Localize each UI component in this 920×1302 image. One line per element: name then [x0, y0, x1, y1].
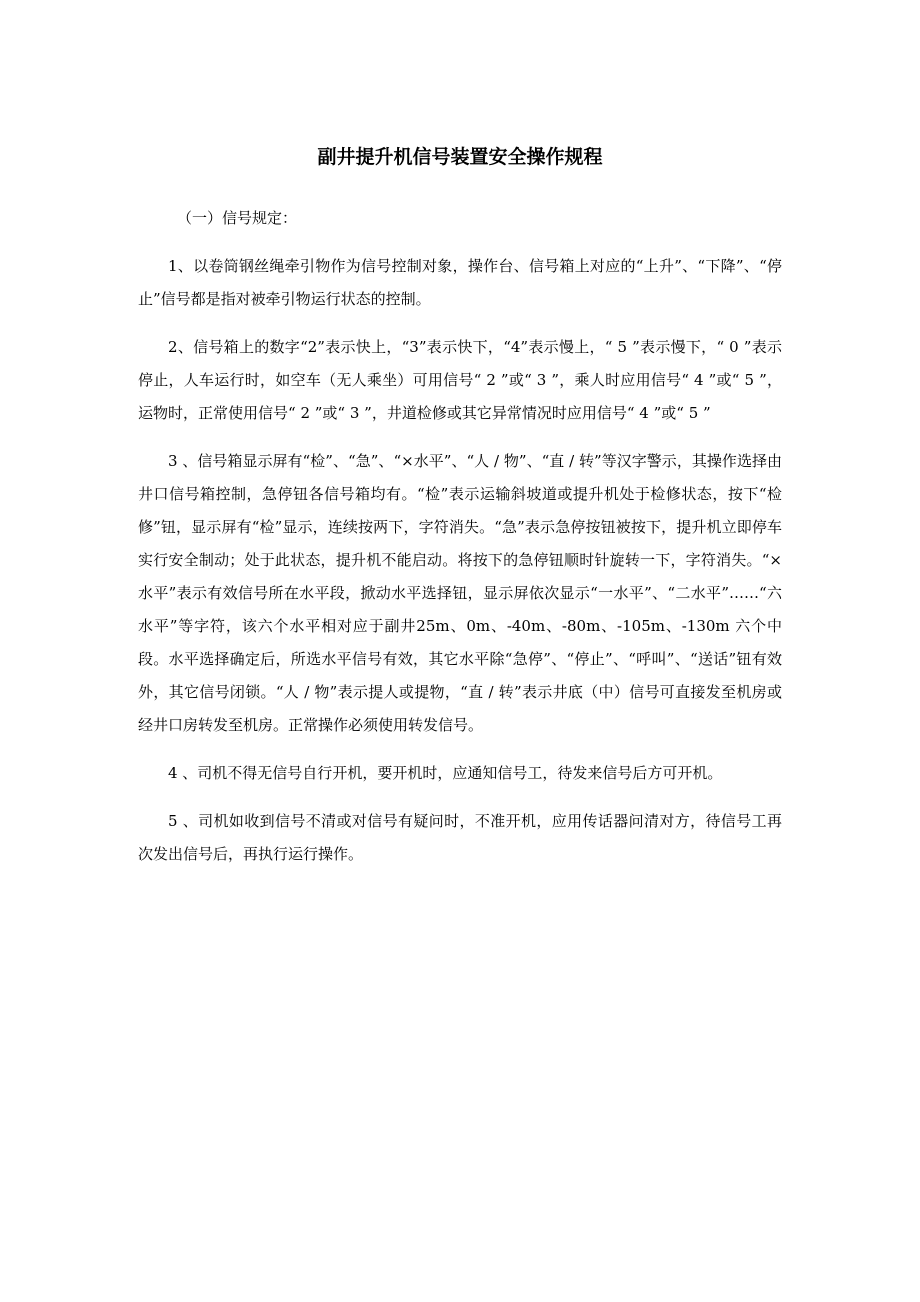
section-heading: （一）信号规定：: [177, 209, 298, 227]
paragraph-4: 4 、司机不得无信号自行开机，要开机时，应通知信号工，待发来信号后方可开机。: [168, 764, 723, 782]
paragraph-2: 2、信号箱上的数字“2”表示快上，“3”表示快下，“4”表示慢上，“ 5 ”表示慢下，“ 0 ”表示停止，人车运行时，如空车（无人乘坐）可用信号“ 2 ”或“ 3 ”，乘人时应用信号“ 4 ”或“ 5 ”，运物时，正常使用信号“ 2 ”或“ 3 ”，井道检修或其它异常情况时应用信号“ 4 ”或“ 5 ”: [138, 338, 782, 422]
paragraph-3: 3 、信号箱显示屏有“检”、“急”、“×水平”、“人 / 物”、“直 / 转”等汉字警示，其操作选择由井口信号箱控制，急停钮各信号箱均有。“检”表示运输斜坡道或提升机处于检修状态，按下“检修”钮，显示屏有“检”显示，连续按两下，字符消失。“急”表示急停按钮被按下，提升机立即停车实行安全制动；处于此状态，提升机不能启动。将按下的急停钮顺时针旋转一下，字符消失。“×水平”表示有效信号所在水平段，掀动水平选择钮，显示屏依次显示“一水平”、“二水平”……“六水平”等字符，该六个水平相对应于副井25m、0m、-40m、-80m、-105m、-130m 六个中段。水平选择确定后，所选水平信号有效，其它水平除“急停”、“停止”、“呼叫”、“送话”钮有效外，其它信号闭锁。“人 / 物”表示提人或提物，“直 / 转”表示井底（中）信号可直接发至机房或经井口房转发至机房。正常操作必须使用转发信号。: [138, 452, 782, 734]
document-title: 副井提升机信号装置安全操作规程: [317, 146, 603, 168]
document-body: [138, 202, 782, 886]
paragraph-5: 5 、司机如收到信号不清或对信号有疑问时，不准开机，应用传话器问清对方，待信号工再次发出信号后，再执行运行操作。: [138, 812, 782, 863]
paragraph-1: 1、以卷筒钢丝绳牵引物作为信号控制对象，操作台、信号箱上对应的“上升”、“下降”、“停止”信号都是指对被牵引物运行状态的控制。: [138, 257, 782, 308]
